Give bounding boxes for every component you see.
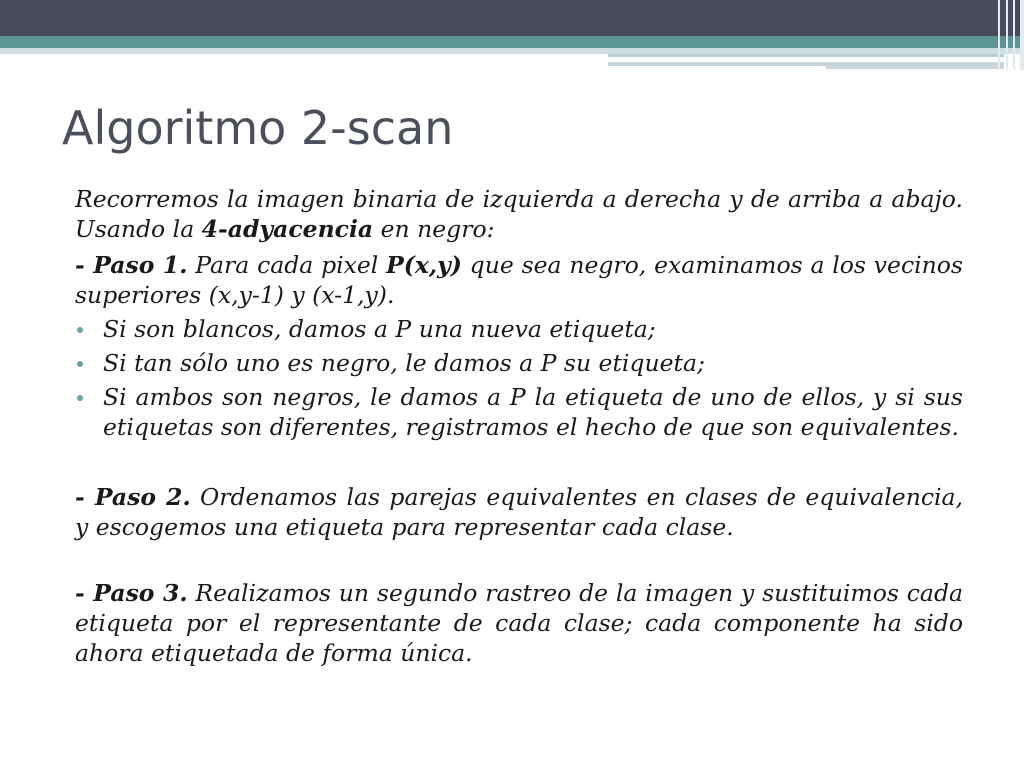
intro-text-end: en negro:	[373, 215, 495, 243]
paso1-label: - Paso 1.	[75, 251, 188, 279]
slide-body	[75, 184, 963, 668]
paso1-bold: P(x,y)	[386, 251, 462, 279]
intro-paragraph	[75, 184, 963, 244]
paso1-bullet-list	[75, 314, 963, 442]
header-dark-band	[0, 0, 1024, 36]
paso2-label: - Paso 2.	[75, 483, 191, 511]
bullet-icon	[77, 395, 83, 401]
header-corner-stripes	[996, 0, 1024, 70]
paso3-text: Realizamos un segundo rastreo de la imagen y sustituimos cada etiqueta por el representante de cada clase; cada componente ha sido ahora etiquetada de forma única.	[75, 579, 963, 667]
bullet-icon	[77, 327, 83, 333]
bullet-icon	[77, 361, 83, 367]
header-accent-line	[608, 54, 1004, 57]
paso2-text: Ordenamos las parejas equivalentes en clases de equivalencia, y escogemos una etiqueta para representar cada clase.	[75, 483, 963, 541]
list-item: Si son blancos, damos a P una nueva etiqueta;	[75, 314, 963, 344]
intro-bold: 4-adyacencia	[201, 215, 374, 243]
header-accent-line	[826, 66, 1004, 69]
intro-text: Recorremos la imagen binaria de izquierda a derecha y de arriba a abajo. Usando la	[75, 185, 963, 243]
list-item: Si tan sólo uno es negro, le damos a P su etiqueta;	[75, 348, 963, 378]
paso1-text-end: que sea negro, examinamos a los vecinos superiores (x,y-1) y (x-1,y).	[75, 251, 963, 309]
header-teal-band	[0, 36, 1024, 48]
list-item: Si ambos son negros, le damos a P la etiqueta de uno de ellos, y si sus etiquetas son diferentes, registramos el hecho de que son equivalentes.	[75, 382, 963, 442]
paso3-label: - Paso 3.	[75, 579, 188, 607]
paso2-paragraph	[75, 482, 963, 542]
slide-title: Algoritmo 2-scan	[62, 101, 454, 155]
paso3-paragraph	[75, 578, 963, 668]
paso1-paragraph	[75, 250, 963, 310]
paso1-text: Para cada pixel	[187, 251, 387, 279]
